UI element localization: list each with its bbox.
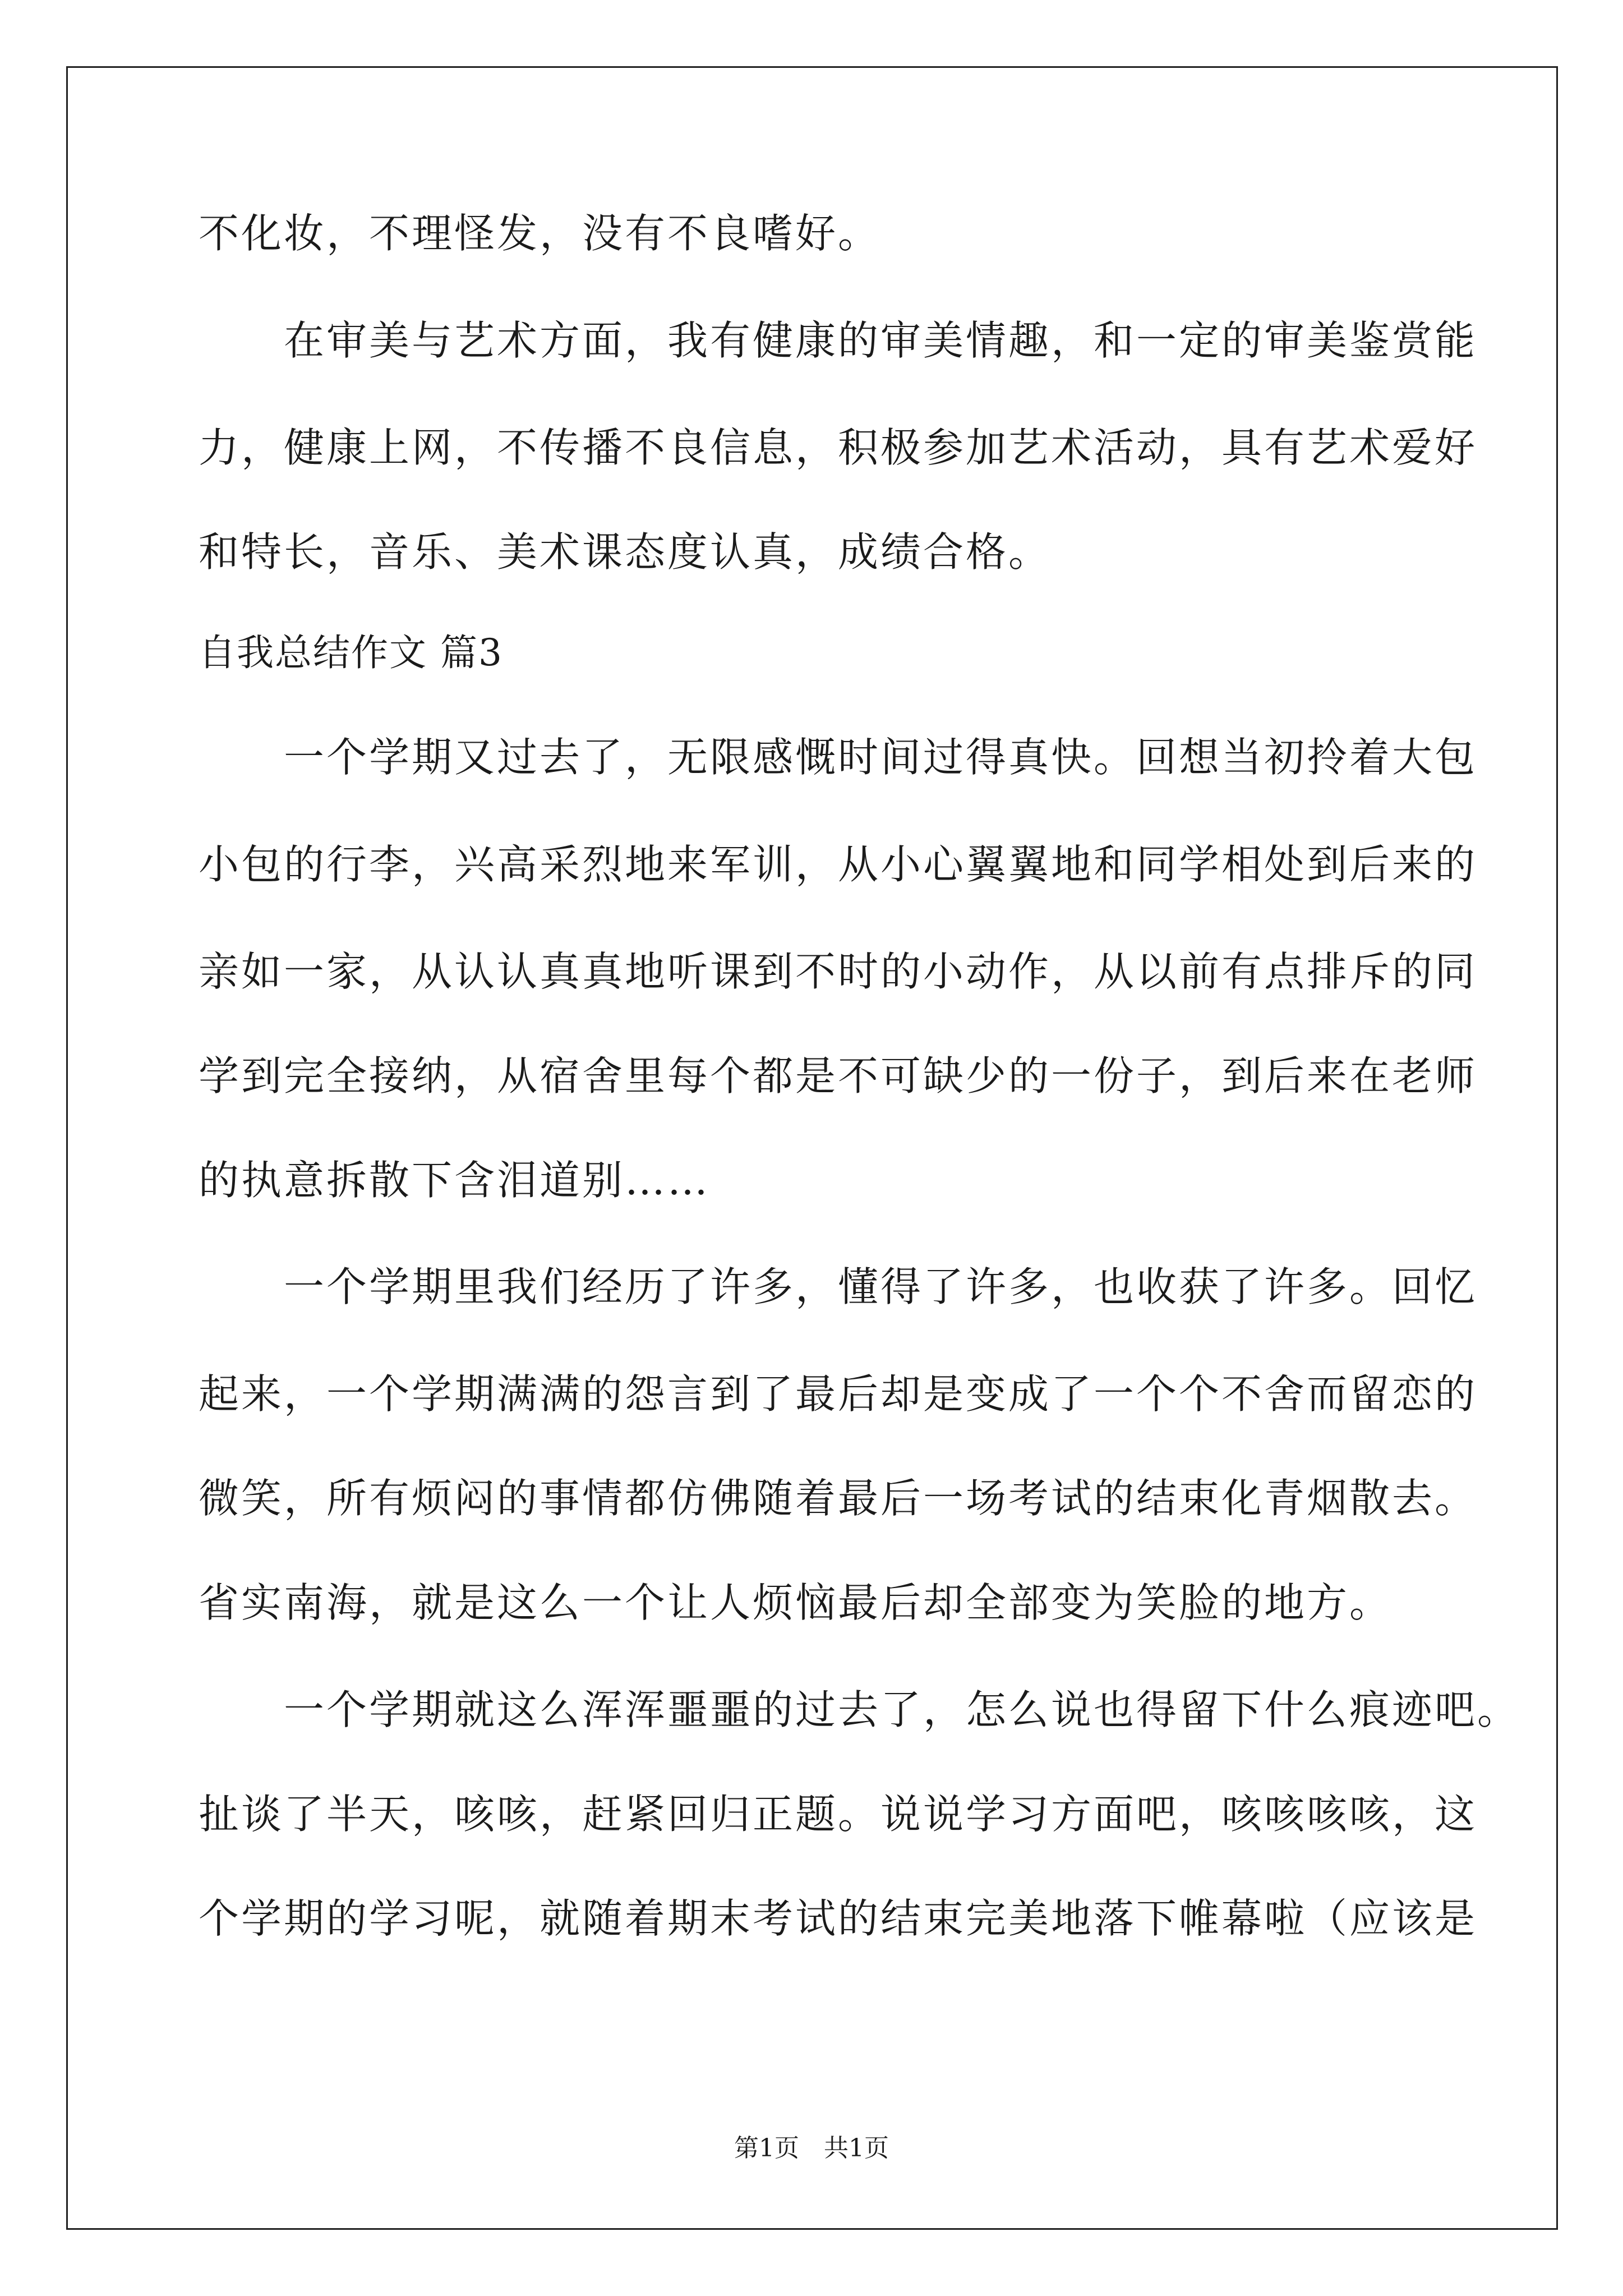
paragraph-line: 学到完全接纳，从宿舍里每个都是不可缺少的一份子，到后来在老师 bbox=[199, 1052, 1478, 1099]
paragraph-line: 起来，一个学期满满的怨言到了最后却是变成了一个个不舍而留恋的 bbox=[199, 1370, 1478, 1418]
text-line: 不化妆，不理怪发，没有不良嗜好。 bbox=[199, 210, 881, 257]
paragraph-line: 扯谈了半天，咳咳，赶紧回归正题。说说学习方面吧，咳咳咳咳，这 bbox=[199, 1791, 1478, 1838]
paragraph-line: 亲如一家，从认认真真地听课到不时的小动作，从以前有点排斥的同 bbox=[199, 948, 1478, 995]
paragraph-line: 和特长，音乐、美术课态度认真，成绩合格。 bbox=[199, 528, 1052, 576]
paragraph-line: 一个学期又过去了，无限感慨时间过得真快。回想当初拎着大包 bbox=[199, 734, 1478, 781]
paragraph-line: 省实南海，就是这么一个让人烦恼最后却全部变为笑脸的地方。 bbox=[199, 1579, 1393, 1626]
paragraph-line: 力，健康上网，不传播不良信息，积极参加艺术活动，具有艺术爱好 bbox=[199, 424, 1478, 471]
paragraph-line: 个学期的学习呢，就随着期末考试的结束完美地落下帷幕啦（应该是 bbox=[199, 1895, 1478, 1942]
page-number: 第1页 共1页 bbox=[734, 2134, 889, 2162]
paragraph-line: 的执意拆散下含泪道别…… bbox=[199, 1157, 711, 1204]
paragraph-line: 一个学期里我们经历了许多，懂得了许多，也收获了许多。回忆 bbox=[199, 1263, 1478, 1310]
paragraph-line: 在审美与艺术方面，我有健康的审美情趣，和一定的审美鉴赏能 bbox=[199, 317, 1478, 364]
section-heading: 自我总结作文 篇3 bbox=[199, 631, 503, 674]
paragraph-line: 小包的行李，兴高采烈地来军训，从小心翼翼地和同学相处到后来的 bbox=[199, 841, 1478, 888]
paragraph-line: 一个学期就这么浑浑噩噩的过去了，怎么说也得留下什么痕迹吧。 bbox=[199, 1686, 1520, 1733]
paragraph-line: 微笑，所有烦闷的事情都仿佛随着最后一场考试的结束化青烟散去。 bbox=[199, 1475, 1478, 1522]
